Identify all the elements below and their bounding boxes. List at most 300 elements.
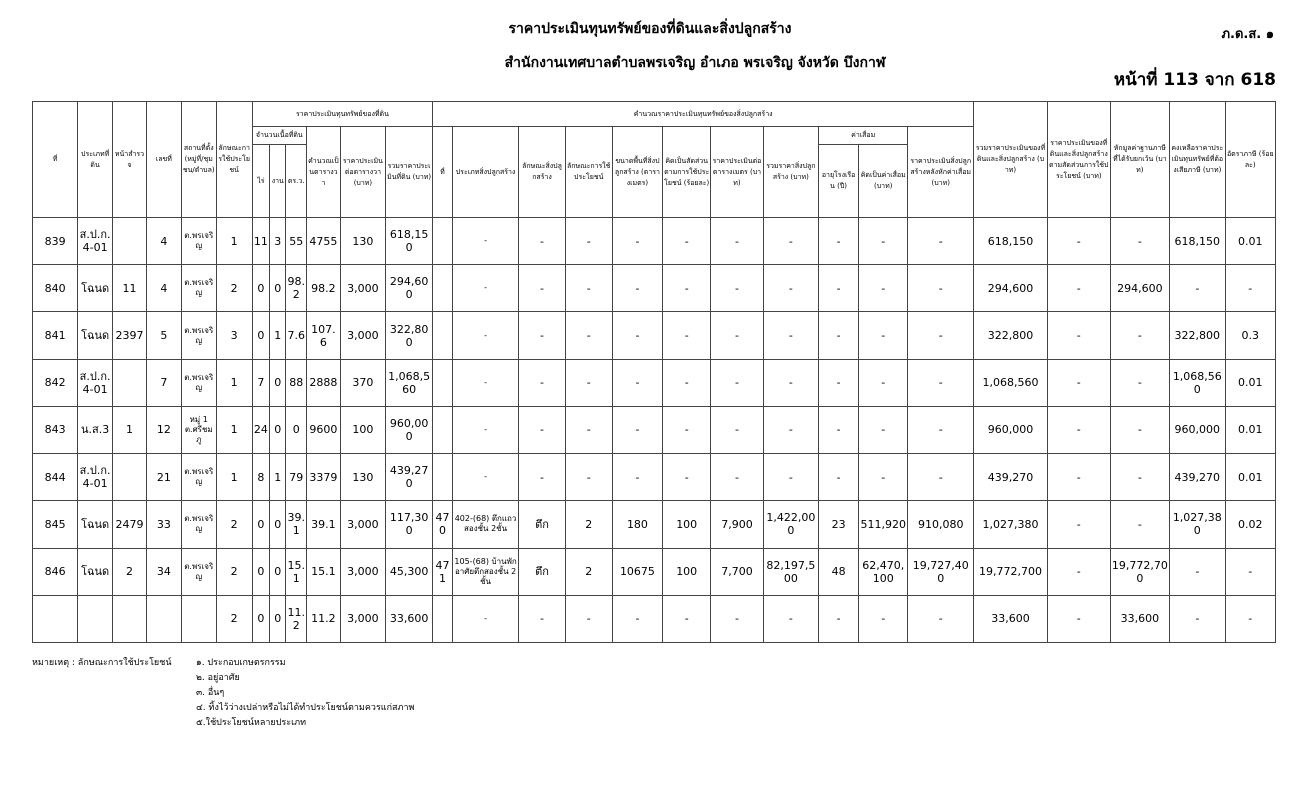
cell-rate: - bbox=[1225, 265, 1275, 312]
cell-b-dep: - bbox=[859, 359, 908, 406]
cell-b-ratio: - bbox=[663, 359, 711, 406]
cell-b-price: - bbox=[711, 218, 763, 265]
cell-b-character: - bbox=[519, 265, 565, 312]
cell-b-character: - bbox=[519, 454, 565, 501]
cell-land-use: 1 bbox=[216, 218, 252, 265]
cell-calc-sqwa: 39.1 bbox=[306, 501, 340, 548]
cell-price: 3,000 bbox=[340, 312, 385, 359]
cell-no: 840 bbox=[33, 265, 78, 312]
cell-survey-page: 2 bbox=[113, 548, 147, 595]
cell-parcel-no: 7 bbox=[146, 359, 181, 406]
note-item: ๔. ทิ้งไว้ว่างเปล่าหรือไม่ได้ทำประโยชน์ตามควรแก่สภาพ bbox=[196, 703, 415, 713]
cell-sqwa: 79 bbox=[286, 454, 307, 501]
col-header-calc-sqwa: คำนวณเป็นตารางวา bbox=[306, 127, 340, 218]
cell-taxable: - bbox=[1170, 265, 1225, 312]
col-header-land-use: ลักษณะการใช้ประโยชน์ bbox=[216, 102, 252, 218]
cell-calc-sqwa: 15.1 bbox=[306, 548, 340, 595]
table-row bbox=[33, 218, 1276, 265]
cell-rai: 0 bbox=[252, 595, 269, 642]
col-header-parcel-no: เลขที่ bbox=[146, 102, 181, 218]
cell-b-total: - bbox=[763, 359, 818, 406]
cell-location: ต.พรเจริญ bbox=[181, 265, 216, 312]
cell-calc-sqwa: 107.6 bbox=[306, 312, 340, 359]
table-row bbox=[33, 406, 1276, 453]
cell-no: 841 bbox=[33, 312, 78, 359]
cell-price: 3,000 bbox=[340, 548, 385, 595]
col-header-land-total: รวมราคาประเมินที่ดิน (บาท) bbox=[386, 127, 433, 218]
notes-lead: หมายเหตุ : ลักษณะการใช้ประโยชน์ bbox=[32, 658, 172, 668]
cell-sqwa: 88 bbox=[286, 359, 307, 406]
cell-parcel-no bbox=[146, 595, 181, 642]
cell-b-use: - bbox=[565, 359, 612, 406]
cell-total-value: 19,772,700 bbox=[974, 548, 1048, 595]
cell-b-total: - bbox=[763, 312, 818, 359]
cell-no: 839 bbox=[33, 218, 78, 265]
cell-survey-page: 2479 bbox=[113, 501, 147, 548]
note-item: ๕.ใช้ประโยชน์หลายประเภท bbox=[196, 718, 307, 728]
cell-b-no bbox=[433, 454, 453, 501]
cell-b-area: - bbox=[612, 218, 662, 265]
cell-location: ต.พรเจริญ bbox=[181, 312, 216, 359]
cell-sqwa: 55 bbox=[286, 218, 307, 265]
cell-b-type: - bbox=[452, 595, 519, 642]
cell-no: 845 bbox=[33, 501, 78, 548]
cell-ngan: 3 bbox=[270, 218, 286, 265]
cell-sqwa: 15.1 bbox=[286, 548, 307, 595]
cell-parcel-no: 34 bbox=[146, 548, 181, 595]
cell-b-no: 471 bbox=[433, 548, 453, 595]
cell-b-type: 105-(68) บ้านพักอาศัยตึกสองชั้น 2ชั้น bbox=[452, 548, 519, 595]
cell-exemption: 294,600 bbox=[1110, 265, 1170, 312]
table-row bbox=[33, 501, 1276, 548]
cell-land-type: ส.ป.ก. 4-01 bbox=[78, 359, 113, 406]
cell-rate: 0.02 bbox=[1225, 501, 1275, 548]
col-header-no: ที่ bbox=[33, 102, 78, 218]
cell-land-type: โฉนด bbox=[78, 265, 113, 312]
cell-b-use: - bbox=[565, 454, 612, 501]
cell-b-total: 1,422,000 bbox=[763, 501, 818, 548]
cell-b-type: 402-(68) ตึกแถวสองชั้น 2ชั้น bbox=[452, 501, 519, 548]
cell-land-type: ส.ป.ก. 4-01 bbox=[78, 454, 113, 501]
col-group-land-value: ราคาประเมินทุนทรัพย์ของที่ดิน bbox=[252, 102, 433, 127]
col-header-building-no: ที่ bbox=[433, 127, 453, 218]
cell-exemption: - bbox=[1110, 406, 1170, 453]
cell-survey-page bbox=[113, 218, 147, 265]
cell-b-after-dep: - bbox=[908, 454, 974, 501]
cell-land-type bbox=[78, 595, 113, 642]
cell-exemption: - bbox=[1110, 454, 1170, 501]
cell-price: 3,000 bbox=[340, 595, 385, 642]
cell-price: 370 bbox=[340, 359, 385, 406]
cell-prop-value: - bbox=[1047, 312, 1110, 359]
page-subtitle: สำนักงานเทศบาลตำบลพรเจริญ อำเภอ พรเจริญ จังหวัด บึงกาฬ bbox=[504, 55, 886, 71]
cell-taxable: 322,800 bbox=[1170, 312, 1225, 359]
cell-b-total: - bbox=[763, 595, 818, 642]
cell-location: ต.พรเจริญ bbox=[181, 218, 216, 265]
cell-calc-sqwa: 3379 bbox=[306, 454, 340, 501]
cell-b-no: 470 bbox=[433, 501, 453, 548]
cell-taxable: 960,000 bbox=[1170, 406, 1225, 453]
cell-land-use: 3 bbox=[216, 312, 252, 359]
cell-rate: - bbox=[1225, 595, 1275, 642]
cell-b-price: 7,900 bbox=[711, 501, 763, 548]
cell-b-after-dep: - bbox=[908, 595, 974, 642]
col-group-depreciation: ค่าเสื่อม bbox=[819, 127, 908, 145]
cell-rai: 0 bbox=[252, 501, 269, 548]
cell-b-total: - bbox=[763, 265, 818, 312]
cell-ngan: 0 bbox=[270, 501, 286, 548]
cell-parcel-no: 33 bbox=[146, 501, 181, 548]
cell-b-age: - bbox=[819, 359, 859, 406]
cell-b-no bbox=[433, 406, 453, 453]
cell-land-total: 322,800 bbox=[386, 312, 433, 359]
col-header-exemption: หักมูลค่าฐานภาษีที่ได้รับยกเว้น (บาท) bbox=[1110, 102, 1170, 218]
cell-location: ต.พรเจริญ bbox=[181, 359, 216, 406]
cell-sqwa: 7.6 bbox=[286, 312, 307, 359]
cell-parcel-no: 12 bbox=[146, 406, 181, 453]
col-header-rai: ไร่ bbox=[252, 145, 269, 218]
cell-b-dep: - bbox=[859, 312, 908, 359]
cell-rate: 0.01 bbox=[1225, 406, 1275, 453]
cell-taxable: - bbox=[1170, 595, 1225, 642]
cell-b-type: - bbox=[452, 406, 519, 453]
cell-prop-value: - bbox=[1047, 454, 1110, 501]
cell-land-use: 2 bbox=[216, 501, 252, 548]
cell-b-dep: 511,920 bbox=[859, 501, 908, 548]
table-row bbox=[33, 454, 1276, 501]
cell-rate: - bbox=[1225, 548, 1275, 595]
col-header-sqwa: ตร.ว. bbox=[286, 145, 307, 218]
form-code: ภ.ด.ส. ๑ bbox=[1221, 27, 1274, 42]
cell-exemption: - bbox=[1110, 501, 1170, 548]
assessment-table bbox=[32, 101, 1276, 643]
col-header-price-per-sqwa: ราคาประเมินต่อตารางวา (บาท) bbox=[340, 127, 385, 218]
cell-taxable: 1,068,560 bbox=[1170, 359, 1225, 406]
cell-rate: 0.01 bbox=[1225, 218, 1275, 265]
cell-land-use: 2 bbox=[216, 265, 252, 312]
cell-land-total: 960,000 bbox=[386, 406, 433, 453]
cell-b-use: 2 bbox=[565, 548, 612, 595]
cell-rai: 0 bbox=[252, 548, 269, 595]
cell-b-dep: - bbox=[859, 218, 908, 265]
cell-exemption: 33,600 bbox=[1110, 595, 1170, 642]
col-header-building-use: ลักษณะการใช้ประโยชน์ bbox=[565, 127, 612, 218]
cell-land-use: 1 bbox=[216, 359, 252, 406]
cell-b-dep: - bbox=[859, 454, 908, 501]
cell-location: หมู่ 1 ต.ศรีชมภู bbox=[181, 406, 216, 453]
cell-b-total: - bbox=[763, 406, 818, 453]
page-title: ราคาประเมินทุนทรัพย์ของที่ดินและสิ่งปลูกสร้าง bbox=[508, 21, 792, 37]
cell-b-area: - bbox=[612, 359, 662, 406]
cell-b-ratio: - bbox=[663, 454, 711, 501]
cell-b-use: - bbox=[565, 595, 612, 642]
cell-b-type: - bbox=[452, 454, 519, 501]
cell-taxable: 1,027,380 bbox=[1170, 501, 1225, 548]
cell-b-price: - bbox=[711, 359, 763, 406]
table-row bbox=[33, 265, 1276, 312]
cell-b-use: - bbox=[565, 406, 612, 453]
table-body bbox=[33, 218, 1276, 643]
cell-land-type: น.ส.3 bbox=[78, 406, 113, 453]
cell-b-dep: - bbox=[859, 595, 908, 642]
cell-sqwa: 11.2 bbox=[286, 595, 307, 642]
cell-land-total: 294,600 bbox=[386, 265, 433, 312]
cell-parcel-no: 4 bbox=[146, 218, 181, 265]
cell-price: 100 bbox=[340, 406, 385, 453]
cell-land-total: 439,270 bbox=[386, 454, 433, 501]
note-item: ๑. ประกอบเกษตรกรรม bbox=[196, 658, 286, 668]
cell-calc-sqwa: 11.2 bbox=[306, 595, 340, 642]
cell-rai: 7 bbox=[252, 359, 269, 406]
cell-total-value: 1,068,560 bbox=[974, 359, 1048, 406]
cell-b-price: - bbox=[711, 312, 763, 359]
col-header-building-price: ราคาประเมินต่อตารางเมตร (บาท) bbox=[711, 127, 763, 218]
col-header-building-ratio: คิดเป็นสัดส่วนตามการใช้ประโยชน์ (ร้อยละ) bbox=[663, 127, 711, 218]
cell-price: 3,000 bbox=[340, 265, 385, 312]
cell-b-character: ตึก bbox=[519, 548, 565, 595]
cell-parcel-no: 21 bbox=[146, 454, 181, 501]
cell-b-price: 7,700 bbox=[711, 548, 763, 595]
col-header-location: สถานที่ตั้ง(หมู่ที่/ชุมชน/ตำบล) bbox=[181, 102, 216, 218]
col-header-ngan: งาน bbox=[270, 145, 286, 218]
cell-b-ratio: 100 bbox=[663, 501, 711, 548]
cell-parcel-no: 4 bbox=[146, 265, 181, 312]
cell-land-total: 618,150 bbox=[386, 218, 433, 265]
cell-b-age: - bbox=[819, 406, 859, 453]
table-row bbox=[33, 359, 1276, 406]
cell-b-after-dep: - bbox=[908, 359, 974, 406]
cell-location bbox=[181, 595, 216, 642]
cell-location: ต.พรเจริญ bbox=[181, 548, 216, 595]
cell-b-after-dep: 910,080 bbox=[908, 501, 974, 548]
cell-survey-page bbox=[113, 359, 147, 406]
cell-ngan: 0 bbox=[270, 595, 286, 642]
cell-taxable: 439,270 bbox=[1170, 454, 1225, 501]
cell-rai: 0 bbox=[252, 312, 269, 359]
cell-b-character: - bbox=[519, 359, 565, 406]
cell-b-no bbox=[433, 265, 453, 312]
cell-b-total: - bbox=[763, 454, 818, 501]
cell-land-type: โฉนด bbox=[78, 312, 113, 359]
cell-b-total: 82,197,500 bbox=[763, 548, 818, 595]
cell-exemption: - bbox=[1110, 218, 1170, 265]
cell-land-use: 1 bbox=[216, 454, 252, 501]
cell-b-ratio: - bbox=[663, 595, 711, 642]
cell-price: 130 bbox=[340, 454, 385, 501]
cell-land-use: 2 bbox=[216, 595, 252, 642]
col-header-building-total: รวมราคาสิ่งปลูกสร้าง (บาท) bbox=[763, 127, 818, 218]
cell-b-ratio: - bbox=[663, 406, 711, 453]
cell-b-age: - bbox=[819, 454, 859, 501]
cell-b-no bbox=[433, 359, 453, 406]
cell-b-area: - bbox=[612, 454, 662, 501]
col-header-survey-page: หน้าสำรวจ bbox=[113, 102, 147, 218]
cell-b-type: - bbox=[452, 218, 519, 265]
cell-land-total: 117,300 bbox=[386, 501, 433, 548]
cell-b-dep: - bbox=[859, 265, 908, 312]
cell-survey-page: 11 bbox=[113, 265, 147, 312]
cell-total-value: 322,800 bbox=[974, 312, 1048, 359]
cell-prop-value: - bbox=[1047, 265, 1110, 312]
cell-prop-value: - bbox=[1047, 595, 1110, 642]
cell-b-price: - bbox=[711, 595, 763, 642]
cell-total-value: 960,000 bbox=[974, 406, 1048, 453]
cell-taxable: 618,150 bbox=[1170, 218, 1225, 265]
cell-b-use: - bbox=[565, 265, 612, 312]
cell-b-ratio: - bbox=[663, 312, 711, 359]
col-header-building-type: ประเภทสิ่งปลูกสร้าง bbox=[452, 127, 519, 218]
cell-rate: 0.01 bbox=[1225, 359, 1275, 406]
cell-sqwa: 39.1 bbox=[286, 501, 307, 548]
cell-b-ratio: - bbox=[663, 265, 711, 312]
cell-land-type: โฉนด bbox=[78, 501, 113, 548]
cell-b-no bbox=[433, 218, 453, 265]
cell-calc-sqwa: 98.2 bbox=[306, 265, 340, 312]
col-header-building-character: ลักษณะสิ่งปลูกสร้าง bbox=[519, 127, 565, 218]
cell-ngan: 1 bbox=[270, 312, 286, 359]
cell-b-ratio: 100 bbox=[663, 548, 711, 595]
cell-calc-sqwa: 2888 bbox=[306, 359, 340, 406]
col-header-land-type: ประเภทที่ดิน bbox=[78, 102, 113, 218]
cell-prop-value: - bbox=[1047, 359, 1110, 406]
cell-no bbox=[33, 595, 78, 642]
cell-b-after-dep: - bbox=[908, 406, 974, 453]
cell-ngan: 0 bbox=[270, 406, 286, 453]
notes-list bbox=[196, 656, 414, 731]
cell-calc-sqwa: 9600 bbox=[306, 406, 340, 453]
cell-parcel-no: 5 bbox=[146, 312, 181, 359]
cell-b-type: - bbox=[452, 265, 519, 312]
cell-b-character: - bbox=[519, 406, 565, 453]
cell-survey-page bbox=[113, 454, 147, 501]
cell-b-total: - bbox=[763, 218, 818, 265]
cell-survey-page: 1 bbox=[113, 406, 147, 453]
cell-no: 843 bbox=[33, 406, 78, 453]
cell-b-area: 180 bbox=[612, 501, 662, 548]
cell-ngan: 0 bbox=[270, 548, 286, 595]
cell-total-value: 33,600 bbox=[974, 595, 1048, 642]
cell-b-age: - bbox=[819, 265, 859, 312]
cell-sqwa: 98.2 bbox=[286, 265, 307, 312]
cell-rai: 11 bbox=[252, 218, 269, 265]
cell-total-value: 294,600 bbox=[974, 265, 1048, 312]
cell-land-total: 33,600 bbox=[386, 595, 433, 642]
cell-b-no bbox=[433, 595, 453, 642]
cell-b-age: 23 bbox=[819, 501, 859, 548]
col-header-rate: อัตราภาษี (ร้อยละ) bbox=[1225, 102, 1275, 218]
cell-calc-sqwa: 4755 bbox=[306, 218, 340, 265]
cell-b-after-dep: - bbox=[908, 265, 974, 312]
col-header-prop-value: ราคาประเมินของที่ดินและสิ่งปลูกสร้างตามสัดส่วนการใช้ประโยชน์ (บาท) bbox=[1047, 102, 1110, 218]
cell-ngan: 0 bbox=[270, 265, 286, 312]
cell-b-use: - bbox=[565, 312, 612, 359]
cell-location: ต.พรเจริญ bbox=[181, 454, 216, 501]
col-header-total-value: รวมราคาประเมินของที่ดินและสิ่งปลูกสร้าง (บาท) bbox=[974, 102, 1048, 218]
cell-sqwa: 0 bbox=[286, 406, 307, 453]
cell-prop-value: - bbox=[1047, 548, 1110, 595]
cell-rai: 0 bbox=[252, 265, 269, 312]
cell-b-type: - bbox=[452, 359, 519, 406]
cell-total-value: 439,270 bbox=[974, 454, 1048, 501]
cell-b-no bbox=[433, 312, 453, 359]
cell-b-area: - bbox=[612, 312, 662, 359]
cell-b-character: - bbox=[519, 312, 565, 359]
cell-b-character: - bbox=[519, 218, 565, 265]
cell-taxable: - bbox=[1170, 548, 1225, 595]
col-header-building-after-dep: ราคาประเมินสิ่งปลูกสร้างหลังหักค่าเสื่อม (บาท) bbox=[908, 127, 974, 218]
cell-exemption: - bbox=[1110, 359, 1170, 406]
cell-b-price: - bbox=[711, 265, 763, 312]
cell-b-after-dep: - bbox=[908, 218, 974, 265]
cell-land-type: ส.ป.ก. 4-01 bbox=[78, 218, 113, 265]
table-row bbox=[33, 548, 1276, 595]
col-group-building-value: คำนวณราคาประเมินทุนทรัพย์ของสิ่งปลูกสร้าง bbox=[433, 102, 974, 127]
table-row bbox=[33, 595, 1276, 642]
cell-land-use: 2 bbox=[216, 548, 252, 595]
cell-b-character: ตึก bbox=[519, 501, 565, 548]
page-indicator: หน้าที่ 113 จาก 618 bbox=[1113, 70, 1276, 90]
cell-prop-value: - bbox=[1047, 406, 1110, 453]
cell-b-character: - bbox=[519, 595, 565, 642]
cell-ngan: 1 bbox=[270, 454, 286, 501]
cell-b-age: - bbox=[819, 218, 859, 265]
cell-b-area: - bbox=[612, 265, 662, 312]
cell-total-value: 1,027,380 bbox=[974, 501, 1048, 548]
col-header-building-area: ขนาดพื้นที่สิ่งปลูกสร้าง (ตารางเมตร) bbox=[612, 127, 662, 218]
col-group-area: จำนวนเนื้อที่ดิน bbox=[252, 127, 306, 145]
cell-rai: 8 bbox=[252, 454, 269, 501]
cell-b-age: - bbox=[819, 595, 859, 642]
cell-ngan: 0 bbox=[270, 359, 286, 406]
note-item: ๓. อื่นๆ bbox=[196, 688, 225, 698]
cell-b-after-dep: - bbox=[908, 312, 974, 359]
cell-land-total: 45,300 bbox=[386, 548, 433, 595]
cell-prop-value: - bbox=[1047, 501, 1110, 548]
cell-no: 844 bbox=[33, 454, 78, 501]
cell-survey-page: 2397 bbox=[113, 312, 147, 359]
cell-b-type: - bbox=[452, 312, 519, 359]
col-header-taxable: คงเหลือราคาประเมินทุนทรัพย์ที่ต้องเสียภาษี (บาท) bbox=[1170, 102, 1225, 218]
table-row bbox=[33, 312, 1276, 359]
cell-land-use: 1 bbox=[216, 406, 252, 453]
cell-b-dep: 62,470,100 bbox=[859, 548, 908, 595]
cell-total-value: 618,150 bbox=[974, 218, 1048, 265]
cell-land-type: โฉนด bbox=[78, 548, 113, 595]
note-item: ๒. อยู่อาศัย bbox=[196, 673, 240, 683]
cell-rate: 0.3 bbox=[1225, 312, 1275, 359]
cell-b-area: - bbox=[612, 406, 662, 453]
cell-b-ratio: - bbox=[663, 218, 711, 265]
col-header-depreciation: คิดเป็นค่าเสื่อม (บาท) bbox=[859, 145, 908, 218]
cell-b-area: - bbox=[612, 595, 662, 642]
cell-location: ต.พรเจริญ bbox=[181, 501, 216, 548]
cell-price: 130 bbox=[340, 218, 385, 265]
cell-survey-page bbox=[113, 595, 147, 642]
cell-no: 846 bbox=[33, 548, 78, 595]
cell-rai: 24 bbox=[252, 406, 269, 453]
cell-b-price: - bbox=[711, 406, 763, 453]
cell-b-dep: - bbox=[859, 406, 908, 453]
cell-land-total: 1,068,560 bbox=[386, 359, 433, 406]
cell-b-area: 10675 bbox=[612, 548, 662, 595]
cell-exemption: 19,772,700 bbox=[1110, 548, 1170, 595]
cell-price: 3,000 bbox=[340, 501, 385, 548]
cell-exemption: - bbox=[1110, 312, 1170, 359]
cell-b-use: 2 bbox=[565, 501, 612, 548]
cell-b-age: - bbox=[819, 312, 859, 359]
cell-b-age: 48 bbox=[819, 548, 859, 595]
cell-b-price: - bbox=[711, 454, 763, 501]
